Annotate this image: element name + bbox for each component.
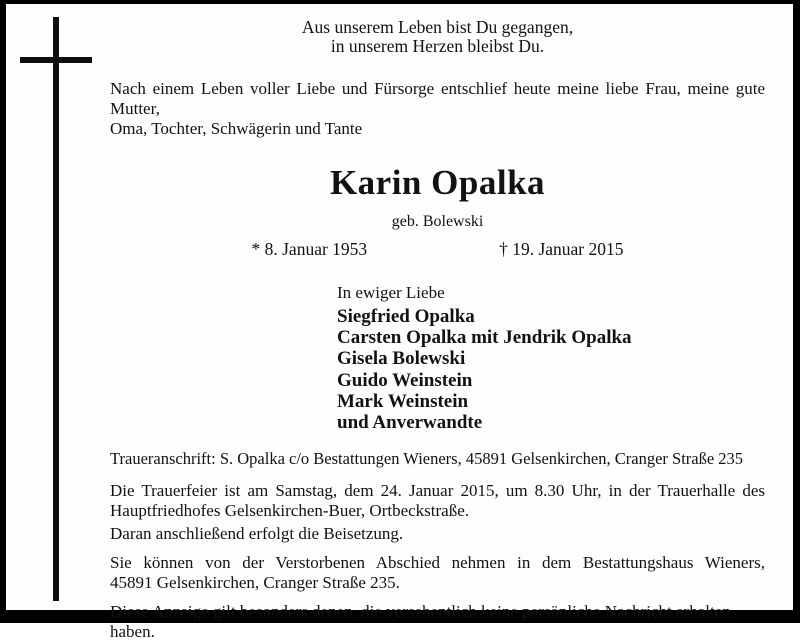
viewing-line-2: 45891 Gelsenkirchen, Cranger Straße 235. (110, 573, 400, 593)
family-block (337, 283, 765, 433)
viewing-line-1: Sie können von der Verstorbenen Abschied nehmen in dem Bestattungshaus Wieners, (110, 553, 765, 573)
latin-cross-icon (6, 4, 106, 604)
maiden-name: geb. Bolewski (391, 213, 484, 230)
epigraph-line-1: Aus unserem Leben bist Du gegangen, (301, 17, 574, 37)
farewell-phrase: In ewiger Liebe (337, 283, 445, 302)
mourner-name: Mark Weinstein (337, 390, 469, 412)
death-date: † 19. Januar 2015 (499, 239, 624, 259)
funeral-line-2: Hauptfriedhofes Gelsenkirchen-Buer, Ortbeckstraße. (110, 501, 470, 521)
mourner-name: Carsten Opalka mit Jendrik Opalka (337, 327, 632, 349)
funeral-info (110, 481, 765, 521)
deceased-name: Karin Opalka (329, 163, 546, 202)
cross-bar (20, 57, 92, 63)
intro-paragraph (110, 79, 765, 139)
burial-info: Daran anschließend erfolgt die Beisetzung. (110, 524, 404, 544)
cross-stem (53, 17, 59, 601)
mourner-name: und Anverwandte (337, 412, 483, 434)
notice-content (110, 4, 765, 642)
epigraph (110, 4, 765, 56)
mourner-name: Siegfried Opalka (337, 306, 475, 327)
viewing-info (110, 553, 765, 593)
life-dates (252, 239, 624, 259)
intro-line-2: Oma, Tochter, Schwägerin und Tante (110, 119, 363, 138)
intro-line-1: Nach einem Leben voller Liebe und Fürsorge entschlief heute meine liebe Frau, meine gute Mutter, (110, 79, 765, 118)
mourners-list (337, 306, 765, 433)
mourner-name: Guido Weinstein (337, 369, 473, 391)
mourning-address: Traueranschrift: S. Opalka c/o Bestattungen Wieners, 45891 Gelsenkirchen, Cranger Straße 235 (110, 449, 744, 469)
mourner-name: Gisela Bolewski (337, 348, 466, 370)
funeral-line-1: Die Trauerfeier ist am Samstag, dem 24. Januar 2015, um 8.30 Uhr, in der Trauerhalle des (110, 481, 765, 501)
notice-disclaimer: Diese Anzeige gilt besonders denen, die versehentlich keine persönliche Nachricht erhalten haben. (110, 602, 731, 642)
birth-date: * 8. Januar 1953 (251, 239, 368, 259)
epigraph-line-2: in unserem Herzen bleibst Du. (330, 36, 545, 56)
